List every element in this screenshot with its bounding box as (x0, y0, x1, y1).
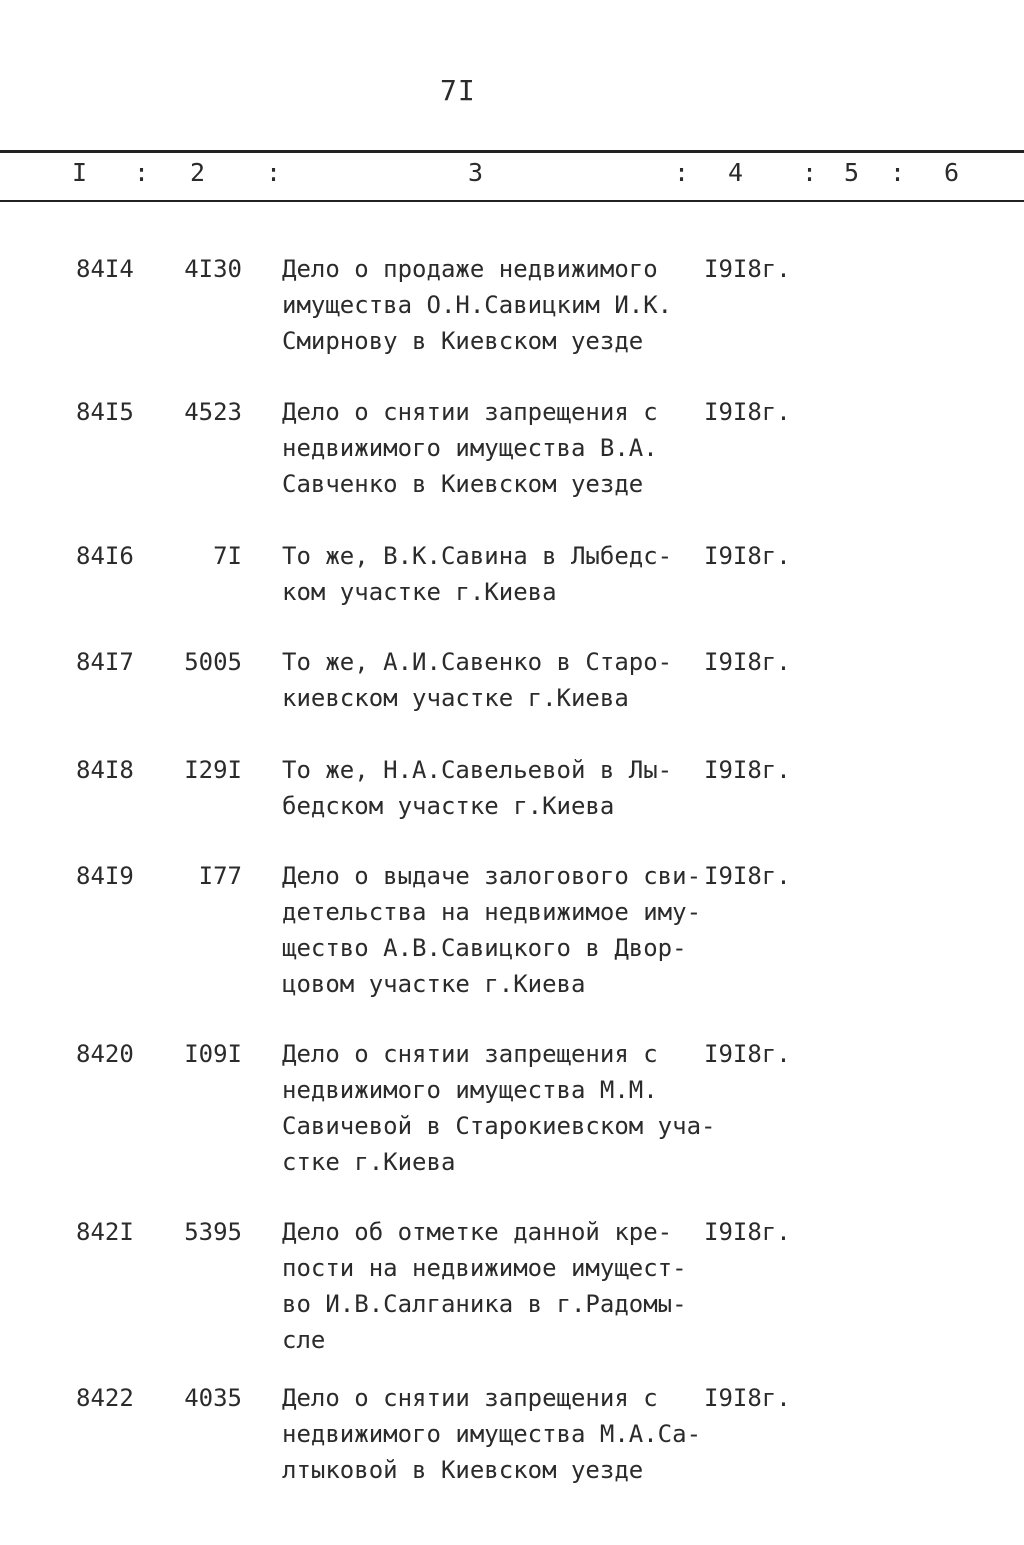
column-separator: : (802, 158, 818, 187)
description-line: во И.В.Салганика в г.Радомы- (282, 1290, 687, 1318)
column-header-2: 2 (190, 158, 206, 187)
file-number: I77 (198, 862, 242, 890)
description-line: пости на недвижимое имущест- (282, 1254, 687, 1282)
record-number: 842I (76, 1218, 134, 1246)
description-line: Дело о продаже недвижимого (282, 255, 658, 283)
record-year: I9I8г. (704, 648, 791, 676)
column-separator: : (266, 158, 282, 187)
description-line: То же, Н.А.Савельевой в Лы- (282, 756, 673, 784)
record-description (282, 1214, 712, 1358)
file-number: 4523 (184, 398, 242, 426)
description-line: То же, В.К.Савина в Лыбедс- (282, 542, 673, 570)
record-year: I9I8г. (704, 1384, 791, 1412)
record-description (282, 251, 712, 359)
description-line: Дело об отметке данной кре- (282, 1218, 673, 1246)
record-year: I9I8г. (704, 756, 791, 784)
record-year: I9I8г. (704, 255, 791, 283)
file-number: I29I (184, 756, 242, 784)
record-year: I9I8г. (704, 862, 791, 890)
record-number: 84I7 (76, 648, 134, 676)
description-line: Дело о снятии запрещения с (282, 1384, 658, 1412)
description-line: имущества О.Н.Савицким И.К. (282, 291, 673, 319)
record-description (282, 1036, 716, 1180)
description-line: щество А.В.Савицкого в Двор- (282, 934, 687, 962)
description-line: Савичевой в Старокиевском уча- (282, 1112, 716, 1140)
record-description (282, 538, 712, 610)
description-line: Дело о выдаче залогового сви- (282, 862, 702, 890)
description-line: детельства на недвижимое иму- (282, 898, 702, 926)
record-year: I9I8г. (704, 1218, 791, 1246)
record-number: 84I6 (76, 542, 134, 570)
record-number: 8420 (76, 1040, 134, 1068)
column-separator: : (674, 158, 690, 187)
record-description (282, 858, 712, 1002)
description-line: ком участке г.Киева (282, 578, 557, 606)
file-number: 5395 (184, 1218, 242, 1246)
record-number: 84I8 (76, 756, 134, 784)
record-year: I9I8г. (704, 398, 791, 426)
file-number: 4035 (184, 1384, 242, 1412)
description-line: недвижимого имущества М.А.Са- (282, 1420, 702, 1448)
file-number: 4I30 (184, 255, 242, 283)
description-line: недвижимого имущества В.А. (282, 434, 658, 462)
column-header-5: 5 (844, 158, 860, 187)
record-description (282, 1380, 712, 1488)
record-number: 84I9 (76, 862, 134, 890)
file-number: I09I (184, 1040, 242, 1068)
column-header-1: I (72, 158, 88, 187)
column-header-3: 3 (468, 158, 484, 187)
description-line: цовом участке г.Киева (282, 970, 586, 998)
record-year: I9I8г. (704, 1040, 791, 1068)
column-header-6: 6 (944, 158, 960, 187)
record-number: 84I4 (76, 255, 134, 283)
column-separator: : (134, 158, 150, 187)
file-number: 5005 (184, 648, 242, 676)
description-line: киевском участке г.Киева (282, 684, 629, 712)
description-line: стке г.Киева (282, 1148, 456, 1176)
description-line: То же, А.И.Савенко в Старо- (282, 648, 673, 676)
description-line: бедском участке г.Киева (282, 792, 615, 820)
record-year: I9I8г. (704, 542, 791, 570)
page-number: 7I (440, 74, 476, 107)
description-line: Дело о снятии запрещения с (282, 1040, 658, 1068)
file-number: 7I (213, 542, 242, 570)
description-line: сле (282, 1326, 326, 1354)
description-line: лтыковой в Киевском уезде (282, 1456, 644, 1484)
column-separator: : (890, 158, 906, 187)
record-description (282, 394, 712, 502)
record-description (282, 752, 712, 824)
record-description (282, 644, 712, 716)
description-line: Смирнову в Киевском уезде (282, 327, 644, 355)
description-line: Савченко в Киевском уезде (282, 470, 644, 498)
record-number: 84I5 (76, 398, 134, 426)
record-number: 8422 (76, 1384, 134, 1412)
column-header-4: 4 (728, 158, 744, 187)
description-line: Дело о снятии запрещения с (282, 398, 658, 426)
description-line: недвижимого имущества М.М. (282, 1076, 658, 1104)
